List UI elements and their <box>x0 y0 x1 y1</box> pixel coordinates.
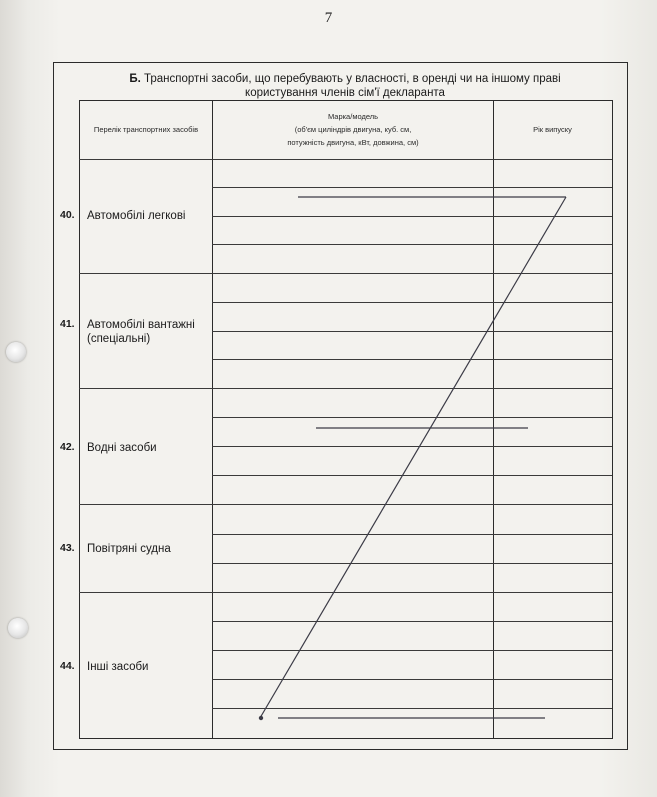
row-number-44: 44. <box>60 660 75 672</box>
section-title-text: Транспортні засоби, що перебувають у власності, в оренді чи на іншому праві <box>144 73 561 85</box>
row-label-cars: Автомобілі легкові <box>87 210 186 222</box>
page-number: 7 <box>324 10 333 26</box>
row-number-41: 41. <box>60 318 75 330</box>
row-label-aircraft: Повітряні судна <box>87 543 171 555</box>
header-vehicle-type: Перелік транспортних засобів <box>93 125 199 134</box>
pen-stroke-diagonal <box>260 197 566 718</box>
header-brand-line1: Марка/модель <box>327 112 379 121</box>
row-label-water-vehicles: Водні засоби <box>87 442 157 454</box>
section-title-line2: користування членів сім'ї декларанта <box>245 87 445 99</box>
header-brand-line2: (об'єм циліндрів двигуна, куб. см, <box>294 125 412 134</box>
section-letter: Б. <box>129 73 141 85</box>
pen-dot <box>259 716 263 720</box>
header-brand-line3: потужність двигуна, кВт, довжина, см) <box>287 138 419 147</box>
row-number-43: 43. <box>60 542 75 554</box>
row-number-40: 40. <box>60 209 75 221</box>
row-label-other: Інші засоби <box>87 661 149 673</box>
row-label-trucks-line1: Автомобілі вантажні <box>87 319 195 331</box>
row-number-42: 42. <box>60 441 75 453</box>
header-year: Рік випуску <box>533 125 572 134</box>
row-label-trucks-line2: (спеціальні) <box>87 333 151 345</box>
